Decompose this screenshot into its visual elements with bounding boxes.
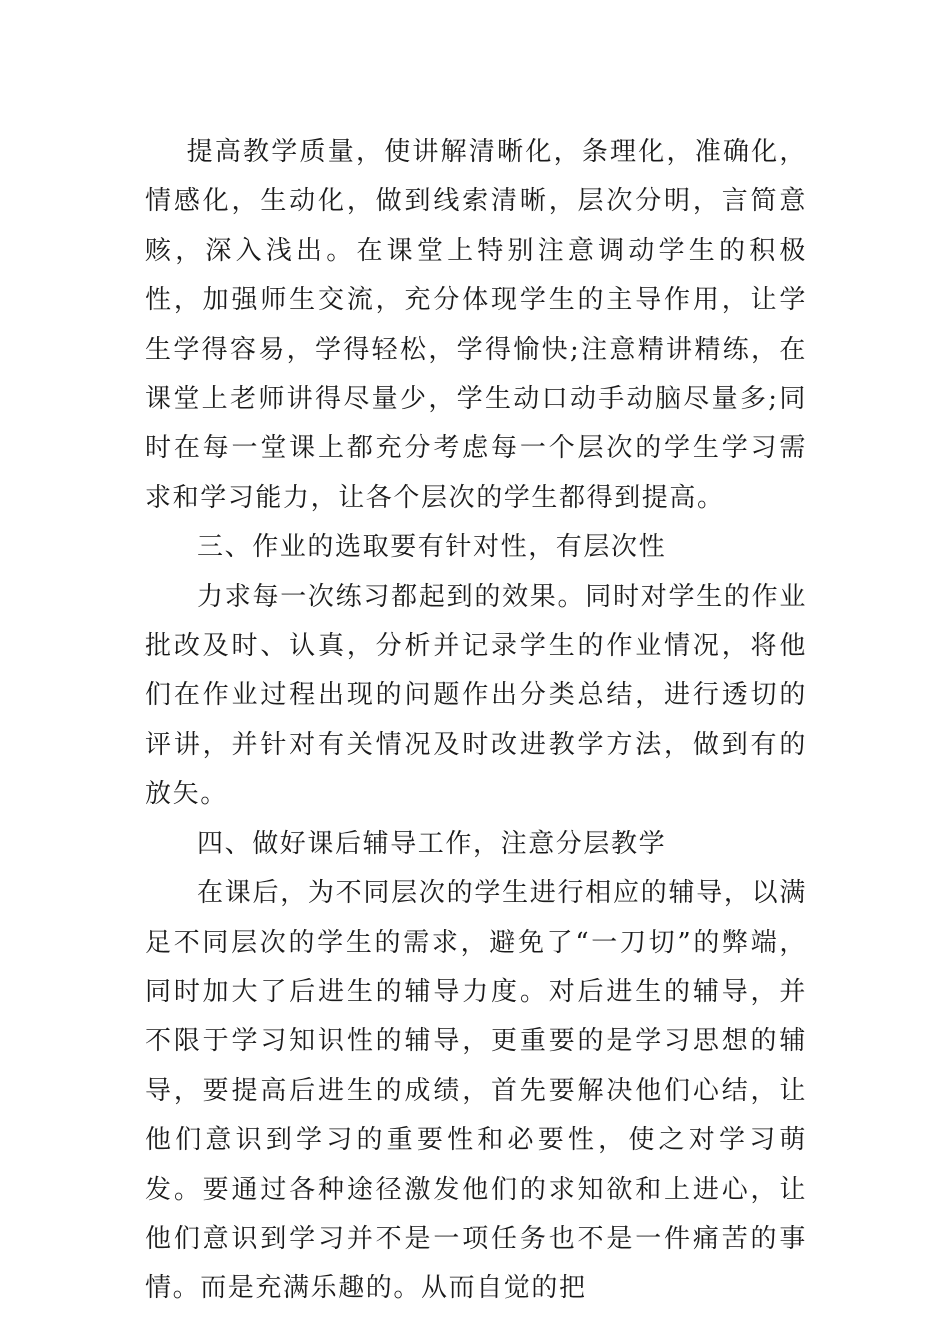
paragraph-homework: 力求每一次练习都起到的效果。同时对学生的作业批改及时、认真，分析并记录学生的作业情况，将他们在作业过程出现的问题作出分类总结，进行透切的评讲，并针对有关情况及时改进教学方法，做到有的放矢。 <box>145 581 807 810</box>
paragraph-tutoring: 在课后，为不同层次的学生进行相应的辅导，以满足不同层次的学生的需求，避免了“一刀切”的弊端，同时加大了后进生的辅导力度。对后进生的辅导，并不限于学习知识性的辅导，更重要的是学习思想的辅导，要提高后进生的成绩，首先要解决他们心结，让他们意识到学习的重要性和必要性，使之对学习萌发。要通过各种途径激发他们的求知欲和上进心，让他们意识到学习并不是一项任务也不是一件痛苦的事情。而是充满乐趣的。从而自觉的把 <box>145 878 808 1304</box>
section-heading-tutoring: 四、做好课后辅导工作，注意分层教学 <box>197 828 667 859</box>
section-heading-homework: 三、作业的选取要有针对性，有层次性 <box>197 532 667 563</box>
paragraph-teaching-quality: 提高教学质量，使讲解清晰化，条理化，准确化，情感化，生动化，做到线索清晰，层次分明，言简意赅，深入浅出。在课堂上特别注意调动学生的积极性，加强师生交流，充分体现学生的主导作用，让学生学得容易，学得轻松，学得愉快;注意精讲精练，在课堂上老师讲得尽量少，学生动口动手动脑尽量多;同时在每一堂课上都充分考虑每一个层次的学生学习需求和学习能力，让各个层次的学生都得到提高。 <box>145 137 807 513</box>
document-body <box>145 128 807 1314</box>
